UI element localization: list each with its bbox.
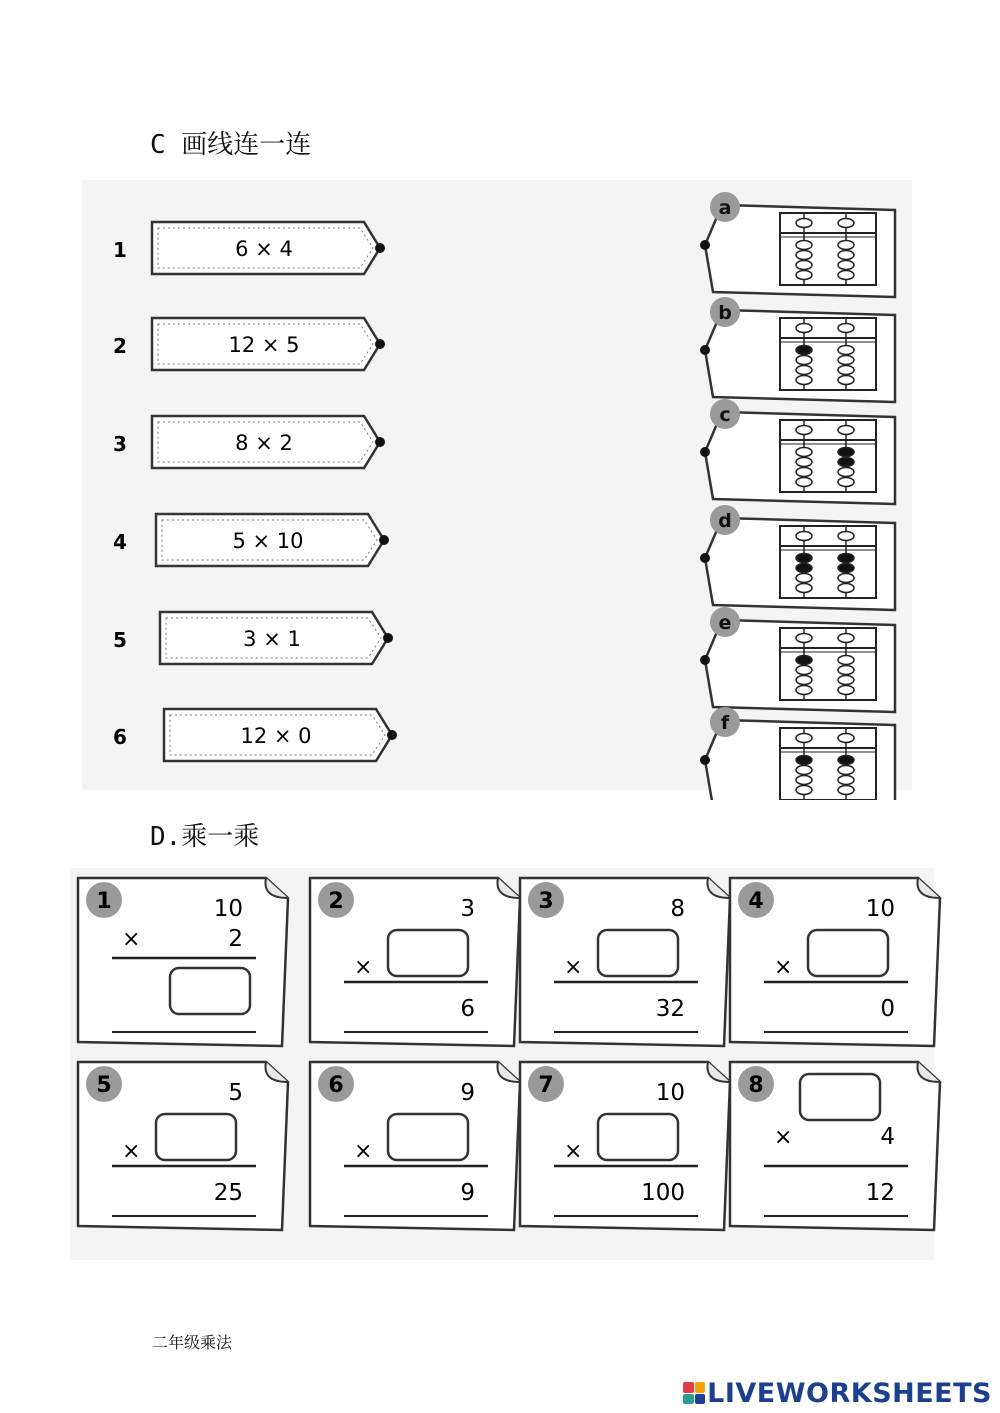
card-number: 7	[538, 1073, 554, 1098]
card-number: 4	[748, 889, 764, 914]
times-sign: ×	[122, 927, 141, 952]
card-number: 3	[538, 889, 554, 914]
times-sign: ×	[122, 1139, 141, 1164]
product-value: 32	[655, 996, 685, 1022]
product-value: 100	[641, 1180, 685, 1206]
expression-text: 3 × 1	[243, 627, 301, 651]
letter-label: b	[718, 302, 732, 324]
answer-box[interactable]	[598, 930, 678, 976]
times-sign: ×	[564, 1139, 583, 1164]
answer-box[interactable]	[156, 1114, 236, 1160]
letter-label: a	[718, 197, 732, 219]
row-number: 5	[113, 628, 127, 652]
row-number: 1	[113, 238, 127, 262]
second-factor: 2	[228, 926, 243, 952]
times-sign: ×	[354, 955, 373, 980]
top-factor: 10	[655, 1080, 685, 1106]
expression-text: 8 × 2	[235, 431, 293, 455]
times-sign: ×	[774, 955, 793, 980]
times-sign: ×	[564, 955, 583, 980]
times-sign: ×	[774, 1125, 793, 1150]
answer-box[interactable]	[598, 1114, 678, 1160]
second-factor: 4	[880, 1124, 895, 1150]
answer-box[interactable]	[800, 1074, 880, 1120]
expression-text: 12 × 5	[228, 333, 300, 357]
top-factor: 9	[460, 1080, 475, 1106]
footer-text: 二年级乘法	[152, 1333, 233, 1352]
liveworksheets-logo	[683, 1378, 992, 1408]
card-number: 8	[748, 1073, 764, 1098]
letter-label: c	[719, 404, 731, 426]
card-number: 2	[328, 889, 344, 914]
product-value: 6	[460, 996, 475, 1022]
brand-name: LIVEWORKSHEETS	[707, 1377, 992, 1409]
top-factor: 10	[213, 896, 243, 922]
letter-label: e	[718, 612, 732, 634]
expression-text: 12 × 0	[240, 724, 312, 748]
answer-box[interactable]	[388, 930, 468, 976]
card-number: 6	[328, 1073, 344, 1098]
answer-box[interactable]	[170, 968, 250, 1014]
card-number: 1	[96, 889, 112, 914]
row-number: 2	[113, 334, 127, 358]
letter-label: f	[720, 712, 730, 734]
product-value: 25	[213, 1180, 243, 1206]
top-factor: 10	[865, 896, 895, 922]
row-number: 6	[113, 725, 127, 749]
answer-box[interactable]	[388, 1114, 468, 1160]
section-c-title: C 画线连一连	[150, 130, 312, 160]
product-value: 12	[865, 1180, 895, 1206]
top-factor: 8	[670, 896, 685, 922]
row-number: 4	[113, 530, 127, 554]
product-value: 9	[460, 1180, 475, 1206]
section-d-title: D.乘一乘	[150, 822, 260, 852]
liveworksheets-icon	[683, 1382, 705, 1404]
row-number: 3	[113, 432, 127, 456]
card-number: 5	[96, 1073, 112, 1098]
letter-label: d	[718, 510, 732, 532]
times-sign: ×	[354, 1139, 373, 1164]
top-factor: 5	[228, 1080, 243, 1106]
answer-box[interactable]	[808, 930, 888, 976]
product-value: 0	[880, 996, 895, 1022]
top-factor: 3	[460, 896, 475, 922]
expression-text: 6 × 4	[235, 237, 293, 261]
expression-text: 5 × 10	[232, 529, 304, 553]
